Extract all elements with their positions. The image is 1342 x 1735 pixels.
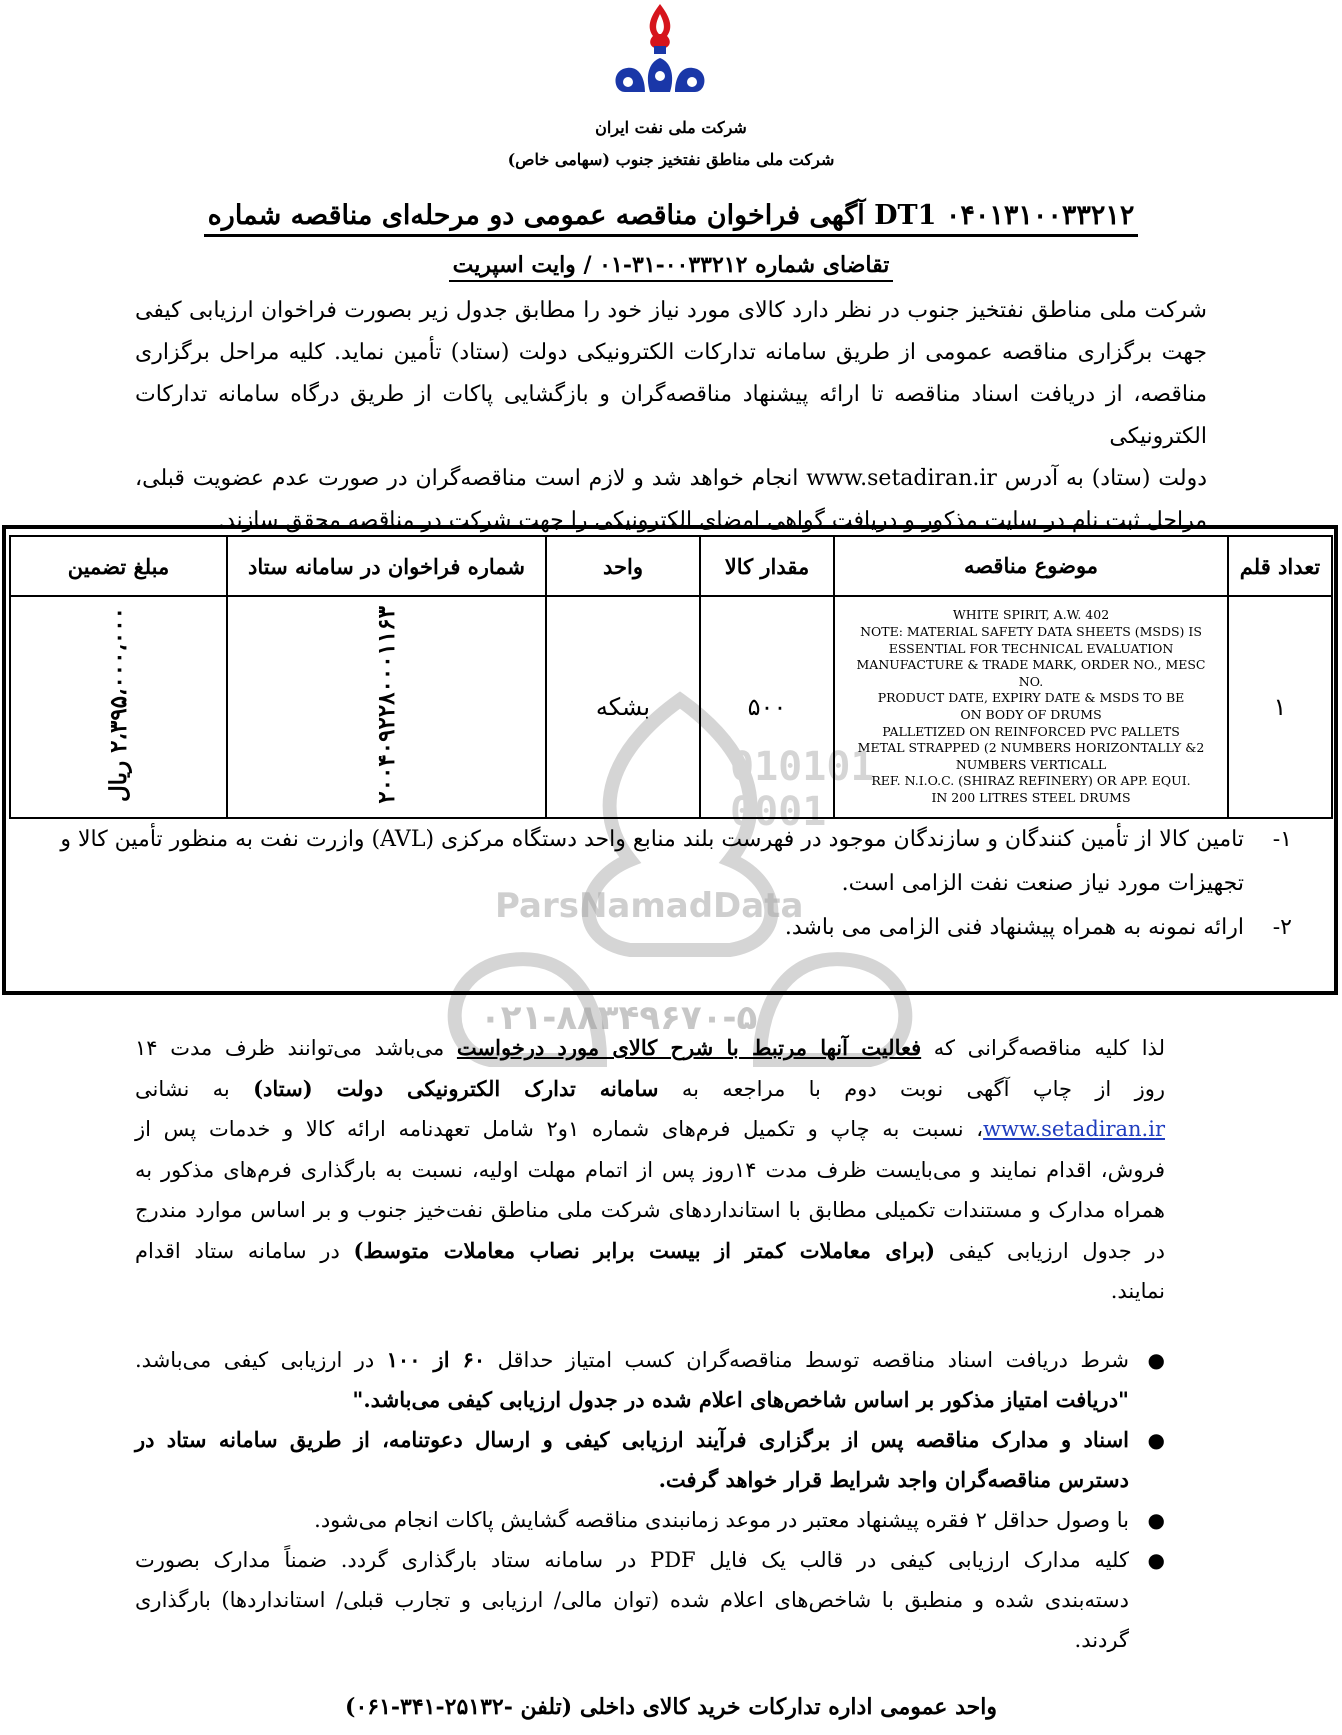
subject-line: ESSENTIAL FOR TECHNICAL EVALUATION: [888, 640, 1174, 656]
table-header-row: [10, 536, 1332, 596]
note-text: تامین کالا از تأمین کنندگان و سازندگان موجود در فهرست بلند منابع واحد دستگاه مرکزی (AVL) وازرت نفت به منظور تأمین کالا و تجهیزات مورد نیاز صنعت نفت الزامی است.: [60, 827, 1244, 896]
subject-line: NOTE: MATERIAL SAFETY DATA SHEETS (MSDS) IS: [860, 624, 1202, 640]
header-item-count: تعداد قلم: [1228, 536, 1332, 596]
intro-paragraph: [135, 290, 1207, 542]
body-line: لذا کلیه مناقصه‌گرانی که فعالیت آنها مرتبط با شرح کالای مورد درخواست می‌باشد می‌توانند ظرف مدت ۱۴: [135, 1035, 1165, 1060]
header-guarantee: مبلغ تضمین: [10, 536, 227, 596]
tender-table: [9, 535, 1333, 819]
transaction-threshold-emphasis: (برای معاملات کمتر از بیست برابر نصاب معاملات متوسط): [353, 1237, 936, 1263]
header-quantity: مقدار کالا: [700, 536, 834, 596]
cell-guarantee: [10, 596, 227, 818]
table-notes: [22, 818, 1292, 950]
body-line: روز از چاپ آگهی نوبت دوم با مراجعه به سامانه تدارک الکترونیکی دولت (ستاد) به نشانی: [135, 1075, 1166, 1101]
body-line: فروش، اقدام نمایند و می‌بایست ظرف مدت ۱۴روز پس از اتمام مهلت اولیه، نسبت به بارگذاری فرم‌های مذکور به: [135, 1157, 1165, 1182]
setadiran-link[interactable]: www.setadiran.ir: [983, 1117, 1165, 1141]
intro-line: مراحل ثبت نام در سایت مذکور و دریافت گواهی امضای الکترونیکی را جهت شرکت در مناقصه محقق سازند.: [217, 508, 1207, 533]
activity-emphasis: فعالیت آنها مرتبط با شرح کالای مورد درخواست: [456, 1035, 922, 1060]
page-subtitle: تقاضای شماره ۰۰۳۳۲۱۲-۳۱-۰۱ / وایت اسپریت: [0, 252, 1342, 278]
cell-subject: [834, 596, 1228, 818]
list-item: ● اسناد و مدارک مناقصه پس از برگزاری فرآیند ارزیابی کیفی و ارسال دعوتنامه، از طریق سامانه ستاد در دسترس مناقصه‌گران واجد شرایط قرار خواهد گرفت.: [135, 1420, 1165, 1500]
subject-line: WHITE SPIRIT, A.W. 402: [952, 607, 1110, 623]
footer-contact: واحد عمومی اداره تدارکات خرید کالای داخلی (تلفن -۲۵۱۳۲-۳۴۱-۰۶۱): [345, 1694, 997, 1720]
cell-call-number: [227, 596, 546, 818]
subject-line: PALLETIZED ON REINFORCED PVC PALLETS: [882, 723, 1180, 739]
bullet-icon: ●: [1147, 1508, 1165, 1532]
subject-line: MANUFACTURE & TRADE MARK, ORDER NO., MESC: [856, 657, 1206, 673]
subject-line: ON BODY OF DRUMS: [960, 707, 1102, 722]
intro-line: مناقصه، از دریافت اسناد مناقصه تا ارائه پیشنهاد مناقصه‌گران و بازگشایی پاکات از طریق درگاه سامانه تدارکات الکترونیکی: [135, 382, 1207, 449]
subject-line: PRODUCT DATE, EXPIRY DATE & MSDS TO BE: [877, 690, 1185, 706]
call-number-text: ۲۰۰۴۰۹۲۲۸۰۰۰۱۱۶۳: [373, 606, 400, 804]
min-score: ۶۰ از ۱۰۰: [386, 1347, 486, 1372]
cell-quantity: ۵۰۰: [700, 596, 834, 818]
subject-line: IN 200 LITRES STEEL DRUMS: [931, 789, 1131, 805]
header-unit: واحد: [546, 536, 700, 596]
table-row: [10, 596, 1332, 818]
bullet-icon: ●: [1147, 1348, 1165, 1372]
bullet-icon: ●: [1147, 1548, 1165, 1572]
guarantee-amount-text: ۲،۳۹۵،۰۰۰،۰۰۰ ریال: [105, 607, 132, 803]
company-subsidiary-name: شرکت ملی مناطق نفتخیز جنوب (سهامی خاص): [507, 150, 835, 169]
intro-line: دولت (ستاد) به آدرس www.setadiran.ir انجام خواهد شد و لازم است مناقصه‌گران در صورت عدم عضویت قبلی،: [135, 466, 1207, 491]
nioc-logo-icon: [605, 0, 715, 100]
body-line: www.setadiran.ir، نسبت به چاپ و تکمیل فرم‌های شماره ۱و۲ شامل تعهدنامه ارائه کالا و خدمات پس از: [135, 1117, 1165, 1141]
subject-line: NUMBERS VERTICALL: [955, 756, 1107, 772]
score-basis-note: "دریافت امتیاز مذکور بر اساس شاخص‌های اعلام شده در جدول ارزیابی کیفی می‌باشد.": [352, 1387, 1129, 1412]
body-line: همراه مدارک و مستندات تکمیلی مطابق با استانداردهای شرکت ملی مناطق نفت‌خیز جنوب و بر اساس موارد مندرج: [135, 1198, 1165, 1222]
conditions-list: [135, 1340, 1165, 1660]
svg-text:010101: 010101: [730, 744, 875, 790]
company-name: شرکت ملی نفت ایران: [595, 118, 747, 137]
cell-item-count: ۱: [1228, 596, 1332, 818]
intro-line: شرکت ملی مناطق نفتخیز جنوب در نظر دارد کالای مورد نیاز خود را مطابق جدول زیر بصورت فراخوان ارزیابی کیفی: [135, 298, 1207, 323]
header-subject: موضوع مناقصه: [834, 536, 1228, 596]
body-paragraph: [135, 1028, 1165, 1312]
list-item: ● کلیه مدارک ارزیابی کیفی در قالب یک فایل PDF در سامانه ستاد بارگذاری گردد. ضمناً مدارک بصورت دسته‌بندی شده و منطبق با شاخص‌های اعلام شده (توان مالی/ ارزیابی و تجارب قبلی/ استانداردها) بارگذاری گردند.: [135, 1540, 1165, 1660]
cell-unit: بشکه: [546, 596, 700, 818]
body-line: در جدول ارزیابی کیفی (برای معاملات کمتر از بیست برابر نصاب معاملات متوسط) در سامانه ستاد اقدام: [135, 1237, 1165, 1263]
intro-line: جهت برگزاری مناقصه عمومی از طریق سامانه تدارکات الکترونیکی دولت (ستاد) تأمین نماید. کلیه مراحل برگزاری: [135, 340, 1207, 365]
body-line: نمایند.: [1110, 1279, 1165, 1303]
subject-line: METAL STRAPPED (2 NUMBERS HORIZONTALLY &2: [857, 740, 1205, 756]
setad-system-emphasis: سامانه تدارک الکترونیکی دولت (ستاد): [253, 1075, 659, 1101]
subject-line: NO.: [1018, 673, 1044, 689]
note-number: ۲-: [1272, 915, 1292, 940]
page-title: آگهی فراخوان مناقصه عمومی دو مرحله‌ای مناقصه شماره DT1 ۰۴۰۱۳۱۰۰۳۳۲۱۲: [0, 200, 1342, 231]
bullet-icon: ●: [1147, 1428, 1165, 1452]
header-call-number: شماره فراخوان در سامانه ستاد: [227, 536, 546, 596]
list-item: ● شرط دریافت اسناد مناقصه توسط مناقصه‌گران کسب امتیاز حداقل ۶۰ از ۱۰۰ در ارزیابی کیفی می‌باشد. "دریافت امتیاز مذکور بر اساس شاخص‌های اعلام شده در جدول ارزیابی کیفی می‌باشد.": [135, 1340, 1165, 1420]
note-number: ۱-: [1272, 827, 1292, 852]
watermark-phone: ۰۲۱-۸۸۳۴۹۶۷۰-۵: [480, 998, 758, 1038]
note-text: ارائه نمونه به همراه پیشنهاد فنی الزامی می باشد.: [784, 915, 1244, 940]
watermark-brand: ParsNamadData: [495, 886, 804, 926]
subject-line: REF. N.I.O.C. (SHIRAZ REFINERY) OR APP. EQUI.: [871, 773, 1191, 789]
svg-text:0001: 0001: [730, 789, 827, 835]
list-item: ● با وصول حداقل ۲ فقره پیشنهاد معتبر در موعد زمانبندی مناقصه گشایش پاکات انجام می‌شود.: [135, 1500, 1165, 1540]
